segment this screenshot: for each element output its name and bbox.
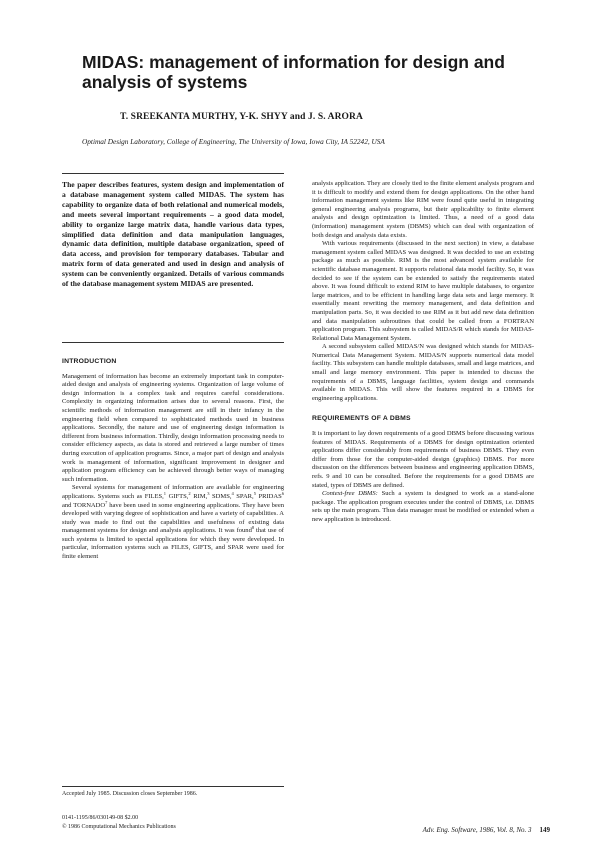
- right-paragraph-2: With various requirements (discussed in the next section) in view, a database management system called MIDAS was designed. It was decided to use an existing package as much as possible. RIM is the most advanced system available for scientific database management. It supports relational data model facility. So, it was decided to see if the system can be extended to satisfy the requirements stated above. It was found difficult to extend RIM to have multiple databases, to organize large matrices, and to be efficient in handling large data sets and large memory. It essentially meant rewriting the memory management, and data definition and manipulation parts. So, it was decided to use RIM as it but add new data definition and data manipulation subroutines that could be called from a FORTRAN application program. This subsystem is called MIDAS/R which stands for MIDAS-Relational Data Management System.: [312, 240, 534, 342]
- right-column: [312, 180, 534, 525]
- abstract-top-rule: [62, 173, 284, 174]
- right-paragraph-1: analysis application. They are closely tied to the finite element analysis program and it is difficult to modify and extend them for design applications. On the other hand information management systems like RIM were found quite useful in integrating general engineering analysis programs, but their applicability to finite element analysis and design optimization is limited. Thus, a need of a good data (information) management system (DBMS) which can deal with organization of both design and analysis data exists.: [312, 180, 534, 239]
- footnote-rule: [62, 786, 284, 787]
- accepted-note: Accepted July 1985. Discussion closes September 1986.: [62, 791, 198, 797]
- author-list: T. SREEKANTA MURTHY, Y-K. SHYY and J. S. ARORA: [120, 112, 363, 122]
- context-free-term: Context-free DBMS:: [322, 490, 378, 498]
- section-heading-requirements: REQUIREMENTS OF A DBMS: [312, 415, 411, 423]
- paper-title: MIDAS: management of information for design and analysis of systems: [82, 52, 505, 92]
- page-number: 149: [539, 826, 550, 834]
- requirements-paragraph-2: Context-free DBMS: Such a system is designed to work as a stand-alone package. The application program executes under the control of DBMS, i.e. DBMS sets up the main program. Thus data manager must be modified or extended when a new application is introduced.: [312, 490, 535, 523]
- copyright-line: © 1986 Computational Mechanics Publications: [62, 824, 176, 830]
- journal-citation: Adv. Eng. Software, 1986, Vol. 8, No. 3: [422, 826, 532, 834]
- left-column: [62, 358, 284, 562]
- affiliation: Optimal Design Laboratory, College of Engineering, The University of Iowa, Iowa City, IA 52242, USA: [82, 137, 385, 146]
- requirements-paragraph-1: It is important to lay down requirements of a good DBMS before discussing various features of MIDAS. Requirements of a DBMS for design optimization oriented applications differ considerably from requirements of business DBMS. They even differ from those for the computer-aided design (graphics) DBMS. For more discussion on the differences between business and engineering application DBMS, refs. 9 and 10 can be consulted. Before the requirements for a good DBMS are stated, types of DBMS are defined.: [312, 430, 534, 489]
- section-heading-introduction: INTRODUCTION: [62, 358, 117, 365]
- abstract: The paper describes features, system design and implementation of a database management system called MIDAS. The system has capability to organize data of both relational and numerical models, and meets several important requirements – a good data model, ability to organize large matrix data, handle various data types, simplified data definition and data manipulation languages, dynamic data definition, multiple database organization, speed of data access, and provision for temporary databases. Tabular and matrix form of data generated and used in design and analysis of system can be conveniently organized. Details of various commands of the database management system MIDAS are presented.: [62, 180, 284, 289]
- right-paragraph-3: A second subsystem called MIDAS/N was designed which stands for MIDAS-Numerical Data Management System. MIDAS/N supports numerical data model facility. This subsystem can handle multiple databases, small and large matrices, and small and large memory environment. This paper is intended to discuss the requirements of a DBMS, language facilities, system design and commands available in MIDAS. This will show the features required in a DBMS for engineering applications.: [312, 343, 534, 402]
- journal-footer: [360, 826, 550, 834]
- intro-paragraph-2: Several systems for management of information are available for engineering applications. Systems such as FILES,$^1$ GIFTS,$^2$ RIM,$^3$ SDMS,$^4$ SPAR,$^5$ PRIDAS$^6$ and TORNADO$^7$ have been used in some engineering applications. They have been developed with varying degree of sophistication and have a variety of capabilities. A study was made to find out the capabilities and usefulness of existing data management systems for design and analysis applications. It was found$^8$ that use of such systems is limited to special applications for which they were developed. In particular, information systems such as FILES, GIFTS, and SPAR were used for finite element: [62, 484, 285, 561]
- issn-line: 0141-1195/86/030149-08 $2.00: [62, 815, 139, 821]
- intro-paragraph-1: Management of information has become an extremely important task in computer-aided design and analysis of engineering systems. Organization of large volume of design information is a complex task and requires careful considerations. Complexity in organizing information arises due to several reasons. First, the scientific methods of information management are still in their infancy in the engineering field when compared to sophisticated methods used in business applications. Secondly, the nature and use of engineering design information is different from business information. Thirdly, design information processing needs to consider efficiency aspects, as data is stored and retrieved a large number of times during execution of application programs. Since, a major part of design and analysis work is management of information, significant improvement in designer and application program efficiency can be achieved through better ways of managing such information.: [62, 372, 284, 483]
- abstract-bottom-rule: [62, 342, 284, 343]
